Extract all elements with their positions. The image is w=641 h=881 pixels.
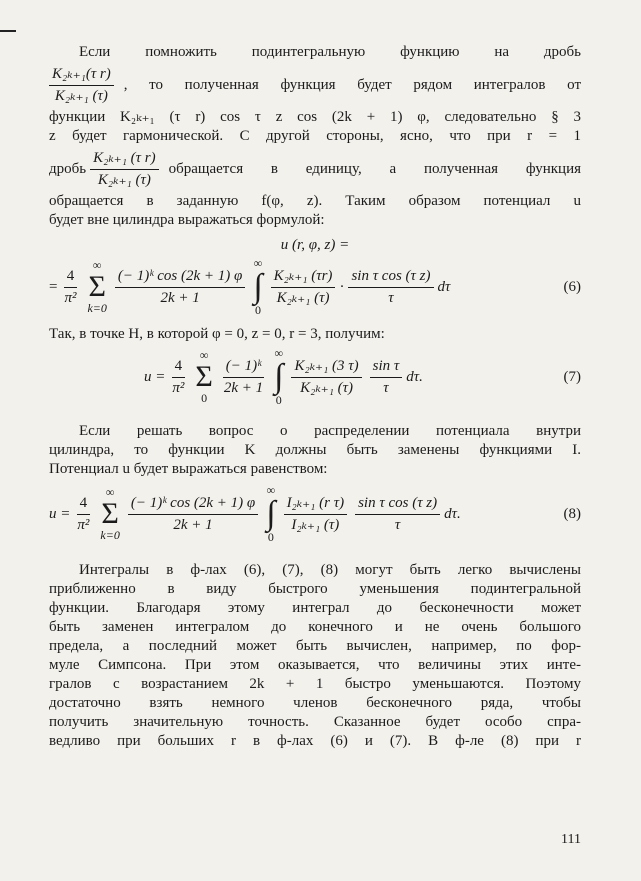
text-line-8: Так, в точке H, в которой φ = 0, z = 0, r = 3, получим:: [49, 326, 385, 342]
equation-number-6: (6): [563, 278, 581, 295]
text-line-12: Интегралы в ф-лах (6), (7), (8) могут быть легко вычислены: [79, 562, 581, 578]
formula-6-dtau: dτ: [437, 278, 451, 295]
sum-symbol-8: ∞ Σ k=0: [100, 485, 120, 542]
formula-6-term: $\frac{\text{(− 1)ᵏ cos (2k + 1) φ}}{2k + 1}$: [115, 267, 245, 308]
text-line-20: получить значительную точность. Сказанное будет особо спра-: [49, 714, 581, 730]
formula-6-kratio: $\frac{\text{K₂ₖ₊₁ (τr)}}{\text{K₂ₖ₊₁ (τ)}}$: [271, 267, 336, 308]
text-line-3: функции K₂ₖ₊₁ (τ r) cos τ z cos (2k + 1) φ, следовательно § 3: [49, 109, 581, 125]
inline-fraction-line-2: [49, 62, 581, 108]
fraction-denominator-2: K₂ₖ₊₁ (τ): [97, 171, 151, 188]
text-line-16: предела, а последний может быть вычислен, например, по фор-: [49, 638, 581, 654]
integral-symbol-8: ∞ ∫ 0: [266, 483, 276, 544]
integral-symbol-7: ∞ ∫ 0: [274, 346, 284, 407]
equation-number-7: (7): [563, 368, 581, 385]
page-content: [49, 43, 581, 751]
formula-u-header: u (r, φ, z) =: [280, 237, 350, 253]
text-line-19: достаточно взять немного членов бесконечного ряда, чтобы: [49, 695, 581, 711]
formula-7: u = $\frac{4}{\text{π²}}$ ∞ Σ 0 $\frac{\text{(− 1)ᵏ}}{2k + 1}$ ∞ ∫ 0 $\frac{\text{K₂ₖ₊₁ (3 τ)}}{\text{K₂ₖ₊₁ (τ)}}$ $\frac{\text{sin τ}}{\tau}$ dτ. (7): [144, 346, 581, 407]
formula-6-equals: =: [49, 278, 58, 295]
text-line-2: , то полученная функция будет рядом интегралов от: [123, 76, 581, 93]
text-line-1: Если помножить подинтегральную функцию на дробь: [79, 44, 581, 60]
text-line-21: ведливо при больших r в ф-лах (6) и (7). В ф-ле (8) при r: [49, 733, 581, 749]
text-line-5-start: дробь: [49, 160, 87, 177]
text-line-9: Если решать вопрос о распределении потенциала внутри: [79, 423, 581, 439]
inline-fraction-line-5: [49, 146, 581, 192]
text-line-4: z будет гармонической. С другой стороны, ясно, что при r = 1: [49, 128, 581, 144]
sum-symbol: ∞ Σ k=0: [87, 258, 107, 315]
text-line-17: муле Симпсона. При этом оказывается, что величины этих инте-: [49, 657, 581, 673]
formula-8: u = $\frac{4}{\text{π²}}$ ∞ Σ k=0 $\frac{\text{(− 1)ᵏ cos (2k + 1) φ}}{2k + 1}$ ∞ ∫ 0 $\frac{\text{I₂ₖ₊₁ (r τ)}}{\text{I₂ₖ₊₁ (τ)}}$ $\frac{\text{sin τ cos (τ z)}}{\tau}$ dτ. (8): [49, 483, 581, 544]
page-number: 111: [561, 832, 581, 847]
text-line-18: гралов с возрастанием 2k + 1 быстро уменьшаются. Поэтому: [49, 676, 581, 692]
fraction-numerator-2: K₂ₖ₊₁ (τ r): [90, 149, 159, 170]
formula-6: = $\frac{4}{\text{π²}}$ ∞ Σ k=0 $\frac{\text{(− 1)ᵏ cos (2k + 1) φ}}{2k + 1}$ ∞ ∫ 0 $\frac{\text{K₂ₖ₊₁ (τr)}}{\text{K₂ₖ₊₁ (τ)}}$ · $\frac{\text{sin τ cos (τ z)}}{\tau}$ dτ (6): [49, 256, 581, 317]
text-line-13: приближенно в виду быстрого уменьшения подинтегральной: [49, 581, 581, 597]
text-line-10: цилиндра, то функции K должны быть заменены функциями I.: [49, 442, 581, 458]
equation-number-8: (8): [563, 505, 581, 522]
fraction-denominator: K₂ₖ₊₁ (τ): [54, 87, 108, 104]
text-line-11: Потенциал u будет выражаться равенством:: [49, 461, 328, 477]
integral-symbol: ∞ ∫ 0: [253, 256, 263, 317]
fraction-k-ratio-2: [90, 149, 159, 190]
fraction-numerator: K₂ₖ₊₁(τ r): [49, 65, 114, 86]
text-line-5-end: обращается в единицу, а полученная функция: [168, 160, 581, 177]
sum-symbol-7: ∞ Σ 0: [195, 348, 213, 405]
text-line-6: обращается в заданную f(φ, z). Таким образом потенциал u: [49, 193, 581, 209]
margin-mark: [0, 30, 16, 32]
formula-6-sin: $\frac{\text{sin τ cos (τ z)}}{\tau}$: [348, 267, 433, 308]
text-line-7: будет вне цилиндра выражаться формулой:: [49, 212, 325, 228]
formula-6-coef: $\frac{4}{\text{π²}}$: [64, 267, 77, 306]
text-line-14: функции. Благодаря этому интеграл до бесконечности может: [49, 600, 581, 616]
fraction-k-ratio: [49, 65, 114, 106]
text-line-15: быть заменен интегралом до конечного и не очень большого: [49, 619, 581, 635]
